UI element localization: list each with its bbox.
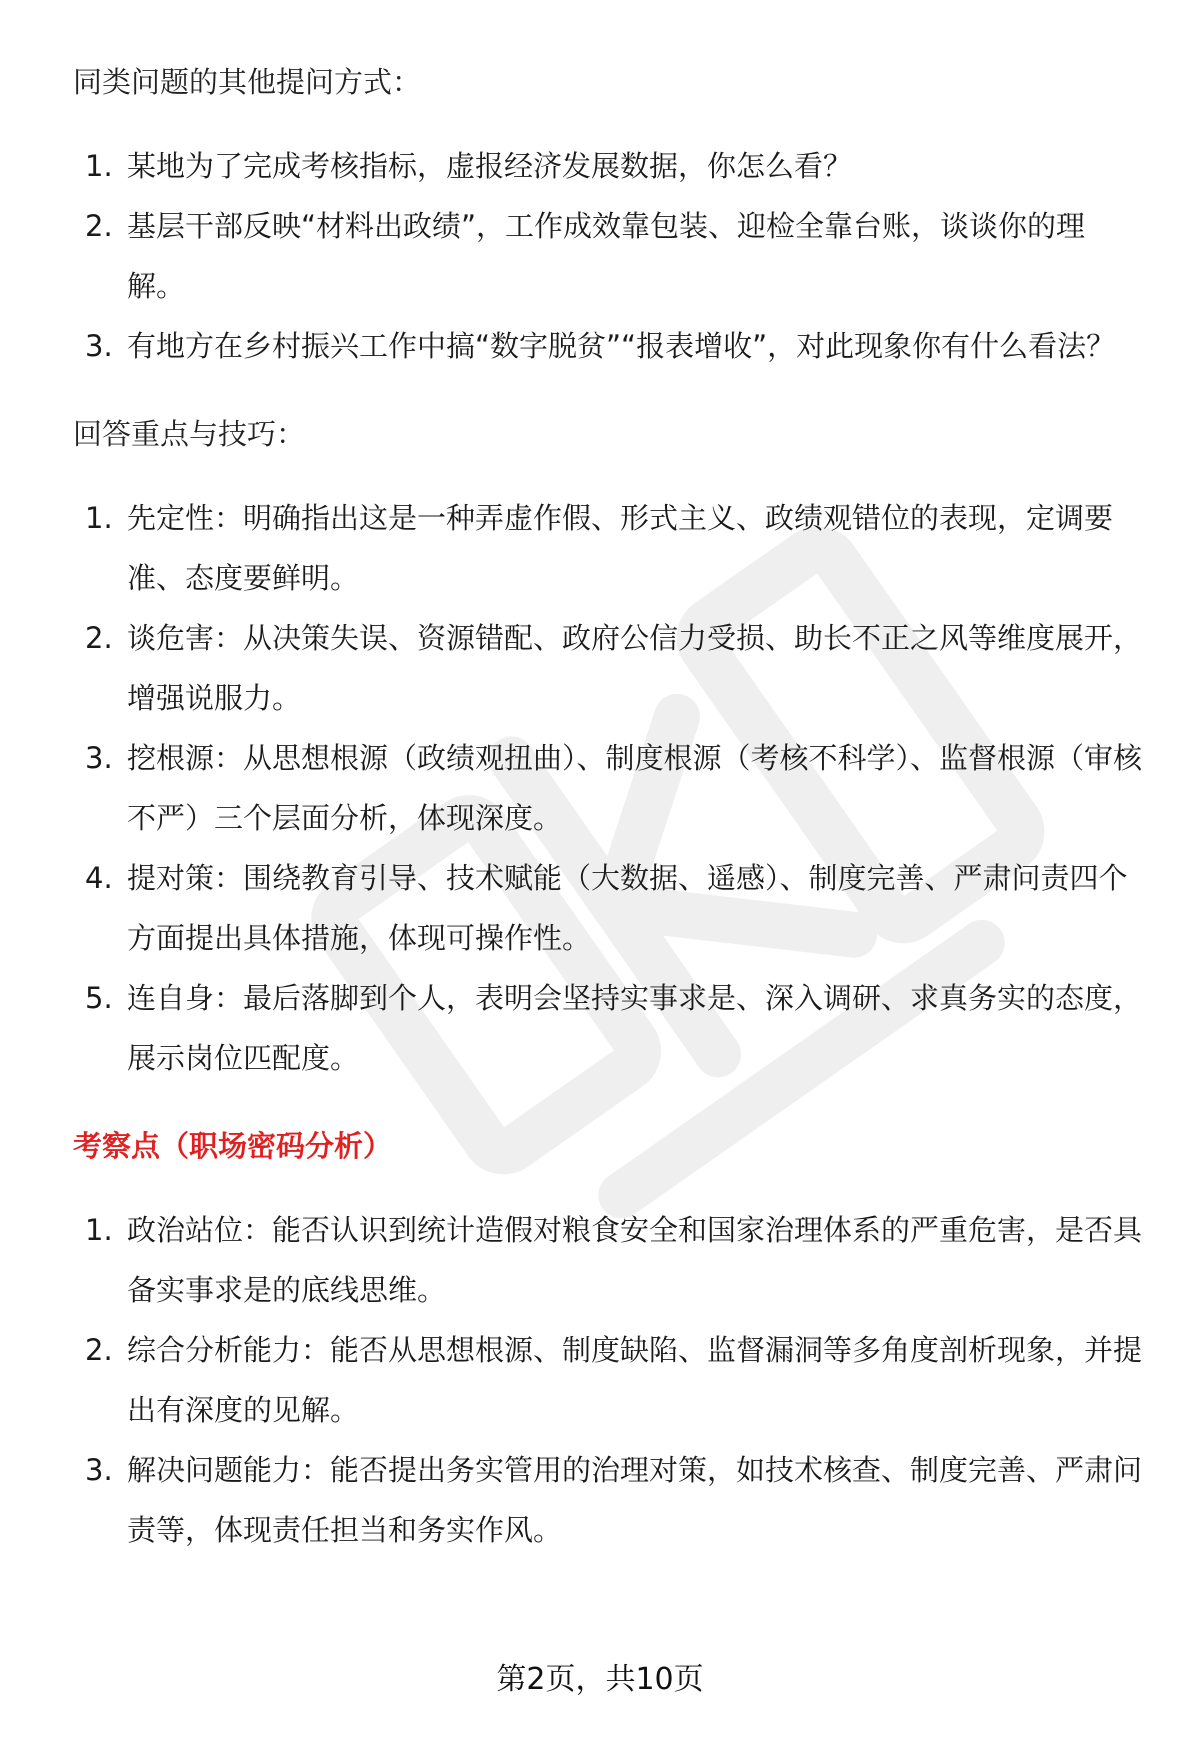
- page-number: 第2页，共10页: [496, 1662, 704, 1697]
- document-body: [73, 62, 1143, 1560]
- assessment-points-heading: 考察点（职场密码分析）: [73, 1129, 393, 1163]
- answer-tips-list: [73, 488, 1143, 1088]
- other-questions-list: [73, 136, 1143, 376]
- list-item: 5. 连自身：最后落脚到个人，表明会坚持实事求是、深入调研、求真务实的态度，展示岗位匹配度。: [85, 981, 1143, 1075]
- list-item: 1. 政治站位：能否认识到统计造假对粮食安全和国家治理体系的严重危害，是否具备实事求是的底线思维。: [85, 1213, 1143, 1307]
- list-item: 2. 谈危害：从决策失误、资源错配、政府公信力受损、助长不正之风等维度展开，增强说服力。: [85, 621, 1143, 715]
- list-item: 2. 综合分析能力：能否从思想根源、制度缺陷、监督漏洞等多角度剖析现象，并提出有深度的见解。: [85, 1333, 1143, 1427]
- list-item: 3. 挖根源：从思想根源（政绩观扭曲）、制度根源（考核不科学）、监督根源（审核不严）三个层面分析，体现深度。: [85, 741, 1143, 835]
- other-questions-heading: 同类问题的其他提问方式：: [73, 65, 422, 99]
- list-item: 3. 解决问题能力：能否提出务实管用的治理对策，如技术核查、制度完善、严肃问责等，体现责任担当和务实作风。: [85, 1453, 1143, 1547]
- list-item: 3. 有地方在乡村振兴工作中搞“数字脱贫”“报表增收”，对此现象你有什么看法？: [85, 329, 1116, 363]
- assessment-points-list: [73, 1200, 1143, 1560]
- answer-tips-heading: 回答重点与技巧：: [73, 417, 306, 451]
- list-item: 1. 某地为了完成考核指标，虚报经济发展数据，你怎么看？: [85, 149, 853, 183]
- list-item: 2. 基层干部反映“材料出政绩”，工作成效靠包装、迎检全靠台账，谈谈你的理解。: [85, 209, 1086, 303]
- list-item: 1. 先定性：明确指出这是一种弄虚作假、形式主义、政绩观错位的表现，定调要准、态度要鲜明。: [85, 501, 1114, 595]
- list-item: 4. 提对策：围绕教育引导、技术赋能（大数据、遥感）、制度完善、严肃问责四个方面提出具体措施，体现可操作性。: [85, 861, 1128, 955]
